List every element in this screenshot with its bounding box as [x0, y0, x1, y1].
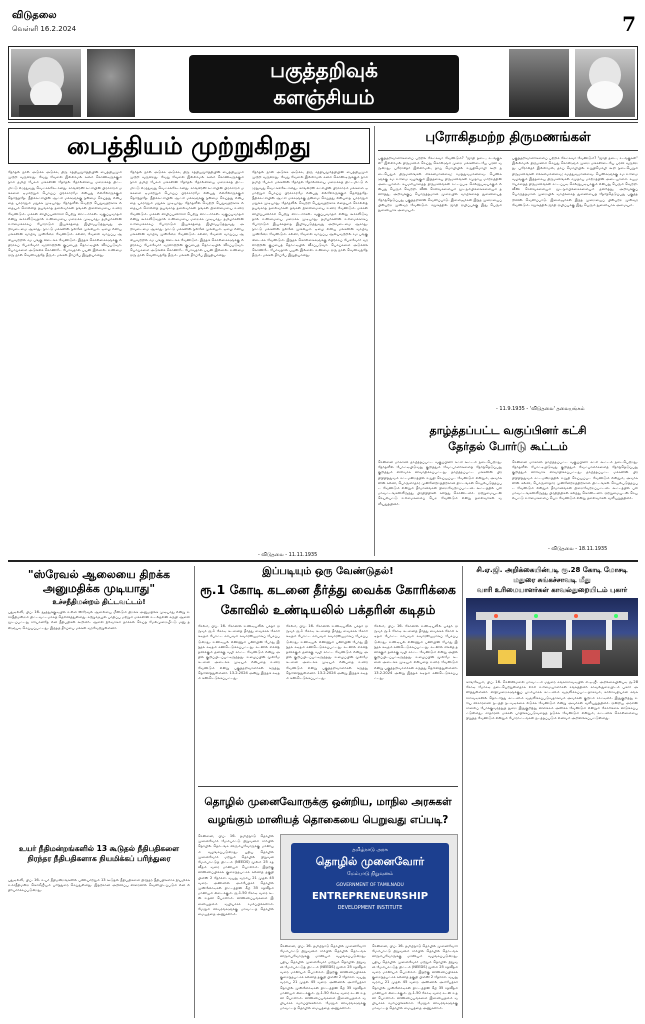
- temple-headline-2: கோவில் உண்டியலில் பக்தரின் கடிதம்: [220, 602, 436, 617]
- edi-sign-board: [291, 843, 449, 933]
- marriage-source: - 11.9.1935 - 'விடுதலை' தலையங்கம்: [496, 406, 585, 412]
- lead-body-col1: தேர்தல் நாள் அடுக்க அடுக்க, திரு சத்தியமூர்த்தியின் பைத்தியமும் முற்றி வருகிறது. வேறு வேலை இல்லாமல் கனம் கொண்டிருக்கும் நாம் தமிழ் பேசும் மக்களின் தேர்தல் தோல்வியை மறைக்கத் திட்டமிட்டு எழுதுவது வெட்கக்கேடானது. காங்கிரஸ் கட்சியின் பிரச்சாரம் மக்களை ஏமாற்றும் பொய்ப் பிரச்சாரமே என்பது எல்லோருக்கும் தெரிந்ததே. நீதிக்கட்சியின் ஆட்சி மக்களுக்கு நன்மை செய்தது என்பதை யாராலும் மறுக்க முடியாது. தேர்தலில் வெற்றி பெறுவதற்காக எதையும் சொல்லத் தயங்காத தலைவர்கள் தங்கள் நிலைமையை உணர வேண்டும். மக்கள் விழிப்புணர்ச்சி பெற்று விட்டார்கள். வகுப்புவாதம் என்று கூச்சலிடுவதால் உண்மையை மறைக்க முடியாது. தமிழர்களின் உரிமைக்காகப் போராடும் இயக்கத்தை இழிவுபடுத்துவது அறிவுடைமை ஆகாது. நாட்டு மக்களின் நலனே முக்கியம். ஏழை எளிய மக்களின் வாழ்வு முன்னேற வேண்டும். கல்வி, வேலை வாய்ப்பு ஆகியவற்றில் சம பங்கு கிடைக்க வேண்டும். இந்தக் கொள்கைகளுக்கு எதிராகப் பேசுவோர் வரலாற்றின் குப்பைத் தொட்டியில் வீசப்படுவர். பொய்களை அடுக்கிக் கொண்டே போவதால் பயன் இல்லை. உண்மை ஒரு நாள் வெளிவந்தே தீரும். மக்கள் தீர்ப்பே இறுதியானது.: [8, 170, 122, 258]
- lead-headline: பைத்தியம் முற்றுகிறது: [67, 132, 311, 160]
- temple-headline-1: ரூ.1 கோடி கடனை தீர்த்து வைக்க கோரிக்கை: [200, 582, 456, 597]
- edi-sign-photo: [280, 834, 458, 940]
- lead-article: [8, 126, 370, 556]
- temple-article: [198, 566, 458, 782]
- temple-body-col3: சேலம், பிப். 16- கோவில் உண்டியலில் பக்தர் ஒருவர் ரூ.1 கோடி கடனைத் தீர்த்து வைக்கக் கோரி கடிதம் போட்ட சம்பவம் சுவாரஸ்யமாகப் பேசப்படுகிறது. உண்டியல் எண்ணும் பணியின் போது இந்தக் கடிதம் கண்டெடுக்கப்பட்டது. கடனில் சிக்கித் தவிக்கும் தனக்கு வழி காட்ட வேண்டும் என்று அதில் குறிப்பிடப்பட்டிருந்தது. உழைப்பின் மூலமே கடனை அடைக்க முடியும் என்பதை உணர வேண்டும் என்று பகுத்தறிவாளர்கள் கருத்து தெரிவித்துள்ளனர். 13.2.2024 அன்று இந்தக் கடிதம் கண்டெடுக்கப்பட்டது.: [374, 624, 458, 681]
- judges-subhead: உயர் நீதிமன்றங்களில் 13 கூடுதல் நீதிபதிகளை நிரந்தர நீதிபதிகளாக நியமிக்கப் பரிந்துரை: [19, 844, 179, 863]
- meeting-body-col1: சென்னை மாகாண தாழ்த்தப்பட்ட வகுப்பினர் கட்சி கூட்டம் நடைபெற்றது. தேர்தலில் போட்டியிடுவது குறித்தும் வேட்பாளர்களைத் தேர்ந்தெடுப்பது குறித்தும் விரிவாக விவாதிக்கப்பட்டது. தாழ்த்தப்பட்ட மக்களின் பிரதிநிதித்துவம் சட்டமன்றத்தில் உறுதி செய்யப்பட வேண்டும் என்றும், அவர்களின் கல்வி, பொருளாதார முன்னேற்றத்திற்கான திட்டங்கள் செயல்படுத்தப்பட வேண்டும் என்றும் தீர்மானங்கள் நிறைவேற்றப்பட்டன. கூட்டத்தில் பல மாவட்டங்களிலிருந்து பிரதிநிதிகள் கலந்து கொண்டனர். ஒற்றுமையுடன் செயல்பட்டு உரிமைகளைப் பெற வேண்டும் என்று தலைவர்கள் வலியுறுத்தினர்.: [378, 460, 502, 506]
- edi-sign-en1: GOVERNMENT OF TAMILNADU: [336, 883, 404, 888]
- edi-sign-en3: DEVELOPMENT INSTITUTE: [337, 905, 403, 911]
- sterlite-article: [8, 566, 190, 1018]
- edi-sign-en2: ENTREPRENEURSHIP: [311, 891, 429, 902]
- paper-name: விடுதலை: [12, 10, 57, 21]
- meeting-article: [378, 420, 638, 556]
- marriage-body-col2: பகுத்தறிவாளர்களைப் பற்றிக் கேட்கவா வேண்டும்? "ஜாதி தடை, சடங்குகள்" இல்லாமல் திருமணம் செய்து கொள்ளும் முறை மக்களிடையே பரவி வருகிறது. புரோகிதர் இல்லாமல், தாய் மொழியில் உறுதிமொழி கூறி நடைபெறும் திருமணங்கள் சிக்கனமானவை; சமத்துவமானவை. பெண்களுக்கு சம உரிமை வழங்கும் இத்தகைய திருமணங்கள் சமுதாய மாற்றத்தின் அடையாளம். சுயமரியாதைத் திருமணங்கள் சட்டப்படி செல்லுபடியாகும் என்பது பெரும் வெற்றி. வீண் செலவுகளையும் மூடநம்பிக்கைகளையும் தவிர்த்து, அறிவுக்குப் பொருத்தமான முறையில் வாழ்க்கைத் துணையைத் தேர்ந்தெடுப்பது பகுத்தறிவின் வெளிப்பாடு. இளைஞர்கள் இந்த முறையைப் பின்பற்ற முன்வர வேண்டும். சமூகத்தில் ஜாதி ஒழிப்புக்கு இது பெரும் துணையாக அமையும்.: [512, 156, 638, 207]
- section-banner: [8, 46, 638, 120]
- scam-article: [466, 566, 638, 1018]
- banner-title-box: [189, 55, 459, 113]
- thinker-statue: [87, 49, 135, 117]
- temple-kicker: இப்படியும் ஒரு வேண்டுதல்!: [262, 566, 394, 577]
- edi-sign-title: தொழில் முனைவோர்: [315, 855, 425, 868]
- marriage-body-col1: பகுத்தறிவாளர்களைப் பற்றிக் கேட்கவா வேண்டும்? "ஜாதி தடை, சடங்குகள்" இல்லாமல் திருமணம் செய்து கொள்ளும் முறை மக்களிடையே பரவி வருகிறது. புரோகிதர் இல்லாமல், தாய் மொழியில் உறுதிமொழி கூறி நடைபெறும் திருமணங்கள் சிக்கனமானவை; சமத்துவமானவை. பெண்களுக்கு சம உரிமை வழங்கும் இத்தகைய திருமணங்கள் சமுதாய மாற்றத்தின் அடையாளம். சுயமரியாதைத் திருமணங்கள் சட்டப்படி செல்லுபடியாகும் என்பது பெரும் வெற்றி. வீண் செலவுகளையும் மூடநம்பிக்கைகளையும் தவிர்த்து, அறிவுக்குப் பொருத்தமான முறையில் வாழ்க்கைத் துணையைத் தேர்ந்தெடுப்பது பகுத்தறிவின் வெளிப்பாடு. இளைஞர்கள் இந்த முறையைப் பின்பற்ற முன்வர வேண்டும். சமூகத்தில் ஜாதி ஒழிப்புக்கு இது பெரும் துணையாக அமையும்.: [378, 156, 502, 213]
- meeting-headline-2: தேர்தல் போர்டு கூட்டம்: [448, 440, 568, 453]
- scam-headline-2: மதுரை சுங்கச்சாவடி மீது: [513, 576, 591, 584]
- marriage-headline: புரோகிதமற்ற திருமணங்கள்: [425, 130, 591, 145]
- toll-booth-photo: [466, 598, 638, 676]
- toll-booth-icon: [466, 598, 638, 676]
- portrait-left: [11, 49, 81, 117]
- entrepreneur-body-col3: சென்னை, பிப். 16- தமிழ்நாடு தொழில் முனைவோர் மேம்பாட்டு நிறுவனம் சார்பில் தொழில் தொடங்க விரும்புவோருக்கு மானியம் வழங்கப்படுகிறது. புதிய தொழில் முனைவோர் மற்றும் தொழில் நிறுவன மேம்பாட்டுத் திட்டம் (NEEDS) மூலம் 25 சதவீதம் வரை மானியம் பெறலாம். இதற்கு விண்ணப்பிக்கக் குறைந்தபட்சக் கல்வித் தகுதி பிளஸ் 2 தேர்ச்சி. வயது வரம்பு 21 முதல் 45 வரை. அண்ணல் அம்பேத்கர் தொழில் முன்னோடிகள் திட்டத்தின் கீழ் 35 சதவீதம் மானியம் கிடைக்கும். ரூ.1.50 கோடி வரை கடன் உதவி பெறலாம். விண்ணப்பங்களை இணையதளம் வழியாகச் சமர்ப்பிக்கலாம். மேலும் விவரங்களுக்கு மாவட்டத் தொழில் மையத்தை அணுகலாம்.: [372, 944, 458, 1011]
- page-number: 7: [622, 12, 636, 36]
- entrepreneur-body-col1: சென்னை, பிப். 16- தமிழ்நாடு தொழில் முனைவோர் மேம்பாட்டு நிறுவனம் சார்பில் தொழில் தொடங்க விரும்புவோருக்கு மானியம் வழங்கப்படுகிறது. புதிய தொழில் முனைவோர் மற்றும் தொழில் நிறுவன மேம்பாட்டுத் திட்டம் (NEEDS) மூலம் 25 சதவீதம் வரை மானியம் பெறலாம். இதற்கு விண்ணப்பிக்கக் குறைந்தபட்சக் கல்வித் தகுதி பிளஸ் 2 தேர்ச்சி. வயது வரம்பு 21 முதல் 45 வரை. அண்ணல் அம்பேத்கர் தொழில் முன்னோடிகள் திட்டத்தின் கீழ் 35 சதவீதம் மானியம் கிடைக்கும். ரூ.1.50 கோடி வரை கடன் உதவி பெறலாம். விண்ணப்பங்களை இணையதளம் வழியாகச் சமர்ப்பிக்கலாம். மேலும் விவரங்களுக்கு மாவட்டத் தொழில் மையத்தை அணுகலாம்.: [198, 834, 274, 917]
- temple-body-col2: சேலம், பிப். 16- கோவில் உண்டியலில் பக்தர் ஒருவர் ரூ.1 கோடி கடனைத் தீர்த்து வைக்கக் கோரி கடிதம் போட்ட சம்பவம் சுவாரஸ்யமாகப் பேசப்படுகிறது. உண்டியல் எண்ணும் பணியின் போது இந்தக் கடிதம் கண்டெடுக்கப்பட்டது. கடனில் சிக்கித் தவிக்கும் தனக்கு வழி காட்ட வேண்டும் என்று அதில் குறிப்பிடப்பட்டிருந்தது. உழைப்பின் மூலமே கடனை அடைக்க முடியும் என்பதை உணர வேண்டும் என்று பகுத்தறிவாளர்கள் கருத்து தெரிவித்துள்ளனர். 13.2.2024 அன்று இந்தக் கடிதம் கண்டெடுக்கப்பட்டது.: [286, 624, 368, 681]
- lead-source: - விடுதலை - 11.11.1935: [258, 552, 318, 558]
- entrepreneur-body-col2: சென்னை, பிப். 16- தமிழ்நாடு தொழில் முனைவோர் மேம்பாட்டு நிறுவனம் சார்பில் தொழில் தொடங்க விரும்புவோருக்கு மானியம் வழங்கப்படுகிறது. புதிய தொழில் முனைவோர் மற்றும் தொழில் நிறுவன மேம்பாட்டுத் திட்டம் (NEEDS) மூலம் 25 சதவீதம் வரை மானியம் பெறலாம். இதற்கு விண்ணப்பிக்கக் குறைந்தபட்சக் கல்வித் தகுதி பிளஸ் 2 தேர்ச்சி. வயது வரம்பு 21 முதல் 45 வரை. அண்ணல் அம்பேத்கர் தொழில் முன்னோடிகள் திட்டத்தின் கீழ் 35 சதவீதம் மானியம் கிடைக்கும். ரூ.1.50 கோடி வரை கடன் உதவி பெறலாம். விண்ணப்பங்களை இணையதளம் வழியாகச் சமர்ப்பிக்கலாம். மேலும் விவரங்களுக்கு மாவட்டத் தொழில் மையத்தை அணுகலாம்.: [280, 944, 366, 1011]
- photo-right-1: [509, 49, 569, 117]
- lead-body-col3: தேர்தல் நாள் அடுக்க அடுக்க, திரு சத்தியமூர்த்தியின் பைத்தியமும் முற்றி வருகிறது. வேறு வேலை இல்லாமல் கனம் கொண்டிருக்கும் நாம் தமிழ் பேசும் மக்களின் தேர்தல் தோல்வியை மறைக்கத் திட்டமிட்டு எழுதுவது வெட்கக்கேடானது. காங்கிரஸ் கட்சியின் பிரச்சாரம் மக்களை ஏமாற்றும் பொய்ப் பிரச்சாரமே என்பது எல்லோருக்கும் தெரிந்ததே. நீதிக்கட்சியின் ஆட்சி மக்களுக்கு நன்மை செய்தது என்பதை யாராலும் மறுக்க முடியாது. தேர்தலில் வெற்றி பெறுவதற்காக எதையும் சொல்லத் தயங்காத தலைவர்கள் தங்கள் நிலைமையை உணர வேண்டும். மக்கள் விழிப்புணர்ச்சி பெற்று விட்டார்கள். வகுப்புவாதம் என்று கூச்சலிடுவதால் உண்மையை மறைக்க முடியாது. தமிழர்களின் உரிமைக்காகப் போராடும் இயக்கத்தை இழிவுபடுத்துவது அறிவுடைமை ஆகாது. நாட்டு மக்களின் நலனே முக்கியம். ஏழை எளிய மக்களின் வாழ்வு முன்னேற வேண்டும். கல்வி, வேலை வாய்ப்பு ஆகியவற்றில் சம பங்கு கிடைக்க வேண்டும். இந்தக் கொள்கைகளுக்கு எதிராகப் பேசுவோர் வரலாற்றின் குப்பைத் தொட்டியில் வீசப்படுவர். பொய்களை அடுக்கிக் கொண்டே போவதால் பயன் இல்லை. உண்மை ஒரு நாள் வெளிவந்தே தீரும். மக்கள் தீர்ப்பே இறுதியானது.: [252, 170, 368, 258]
- portrait-right: [575, 49, 635, 117]
- masthead: [8, 8, 638, 36]
- issue-date: வெள்ளி 16.2.2024: [12, 25, 77, 33]
- sterlite-body: புதுடில்லி, பிப். 16- தூத்துக்குடியில் உள்ள ஸ்ரேவல் ஆலையை மீண்டும் திறக்க அனுமதிக்க முடியாது என்று உச்சநீதிமன்றம் திட்டவட்டமாகத் தெரிவித்துள்ளது. சுற்றுச்சூழல் பாதிப்பு மற்றும் மக்களின் உடல்நலன் கருதி ஆலை மூடப்பட்டது சரியானதே என நீதிபதிகள் கூறினர். ஆலை நிர்வாகம் தாக்கல் செய்த மேல்முறையீட்டு மனு தள்ளுபடி செய்யப்பட்டது. இந்தத் தீர்ப்பை மக்கள் வரவேற்றுள்ளனர்.: [8, 610, 190, 630]
- entrepreneur-article: [198, 786, 458, 1018]
- temple-body-col1: சேலம், பிப். 16- கோவில் உண்டியலில் பக்தர் ஒருவர் ரூ.1 கோடி கடனைத் தீர்த்து வைக்கக் கோரி கடிதம் போட்ட சம்பவம் சுவாரஸ்யமாகப் பேசப்படுகிறது. உண்டியல் எண்ணும் பணியின் போது இந்தக் கடிதம் கண்டெடுக்கப்பட்டது. கடனில் சிக்கித் தவிக்கும் தனக்கு வழி காட்ட வேண்டும் என்று அதில் குறிப்பிடப்பட்டிருந்தது. உழைப்பின் மூலமே கடனை அடைக்க முடியும் என்பதை உணர வேண்டும் என்று பகுத்தறிவாளர்கள் கருத்து தெரிவித்துள்ளனர். 13.2.2024 அன்று இந்தக் கடிதம் கண்டெடுக்கப்பட்டது.: [198, 624, 280, 681]
- scam-headline-3: வாரி உரிமையாளர்கள் காவல்துறையிடம் புகார்: [476, 586, 628, 594]
- lead-body-col2: தேர்தல் நாள் அடுக்க அடுக்க, திரு சத்தியமூர்த்தியின் பைத்தியமும் முற்றி வருகிறது. வேறு வேலை இல்லாமல் கனம் கொண்டிருக்கும் நாம் தமிழ் பேசும் மக்களின் தேர்தல் தோல்வியை மறைக்கத் திட்டமிட்டு எழுதுவது வெட்கக்கேடானது. காங்கிரஸ் கட்சியின் பிரச்சாரம் மக்களை ஏமாற்றும் பொய்ப் பிரச்சாரமே என்பது எல்லோருக்கும் தெரிந்ததே. நீதிக்கட்சியின் ஆட்சி மக்களுக்கு நன்மை செய்தது என்பதை யாராலும் மறுக்க முடியாது. தேர்தலில் வெற்றி பெறுவதற்காக எதையும் சொல்லத் தயங்காத தலைவர்கள் தங்கள் நிலைமையை உணர வேண்டும். மக்கள் விழிப்புணர்ச்சி பெற்று விட்டார்கள். வகுப்புவாதம் என்று கூச்சலிடுவதால் உண்மையை மறைக்க முடியாது. தமிழர்களின் உரிமைக்காகப் போராடும் இயக்கத்தை இழிவுபடுத்துவது அறிவுடைமை ஆகாது. நாட்டு மக்களின் நலனே முக்கியம். ஏழை எளிய மக்களின் வாழ்வு முன்னேற வேண்டும். கல்வி, வேலை வாய்ப்பு ஆகியவற்றில் சம பங்கு கிடைக்க வேண்டும். இந்தக் கொள்கைகளுக்கு எதிராகப் பேசுவோர் வரலாற்றின் குப்பைத் தொட்டியில் வீசப்படுவர். பொய்களை அடுக்கிக் கொண்டே போவதால் பயன் இல்லை. உண்மை ஒரு நாள் வெளிவந்தே தீரும். மக்கள் தீர்ப்பே இறுதியானது.: [130, 170, 244, 258]
- meeting-body-col2: சென்னை மாகாண தாழ்த்தப்பட்ட வகுப்பினர் கட்சி கூட்டம் நடைபெற்றது. தேர்தலில் போட்டியிடுவது குறித்தும் வேட்பாளர்களைத் தேர்ந்தெடுப்பது குறித்தும் விரிவாக விவாதிக்கப்பட்டது. தாழ்த்தப்பட்ட மக்களின் பிரதிநிதித்துவம் சட்டமன்றத்தில் உறுதி செய்யப்பட வேண்டும் என்றும், அவர்களின் கல்வி, பொருளாதார முன்னேற்றத்திற்கான திட்டங்கள் செயல்படுத்தப்பட வேண்டும் என்றும் தீர்மானங்கள் நிறைவேற்றப்பட்டன. கூட்டத்தில் பல மாவட்டங்களிலிருந்து பிரதிநிதிகள் கலந்து கொண்டனர். ஒற்றுமையுடன் செயல்பட்டு உரிமைகளைப் பெற வேண்டும் என்று தலைவர்கள் வலியுறுத்தினர்.: [512, 460, 638, 501]
- edi-sign-top: தமிழ்நாடு அரசு: [352, 847, 388, 853]
- sterlite-subhead: உச்சநீதிமன்றம் திட்டவட்டம்!: [52, 598, 146, 606]
- meeting-source: - விடுதலை - 18.11.1935: [548, 546, 608, 552]
- portrait-right-icon: [575, 49, 635, 117]
- judges-body: புதுடில்லி, பிப். 16- உயர் நீதிமன்றங்களில் பணியாற்றும் 13 கூடுதல் நீதிபதிகளை நிரந்தர நீதிபதிகளாக நியமிக்க உச்சநீதிமன்ற கொலீஜியம் பரிந்துரை செய்துள்ளது. இதற்கான அறிவிப்பு விரைவில் வெளியிடப்படும் என எதிர்பார்க்கப்படுகிறது.: [8, 878, 190, 893]
- lead-headline-box: [8, 128, 370, 164]
- portrait-left-icon: [11, 49, 81, 117]
- scam-headline-1: சி.ஏ.ஜி. அறிக்கையின்படி ரூ.28 கோடி மோசடி: [476, 566, 628, 574]
- entrepreneur-headline-1: தொழில் முனைவோருக்கு ஒன்றிய, மாநில அரசுகள்: [204, 796, 452, 808]
- meeting-headline-1: தாழ்த்தப்பட்ட வகுப்பினர் கட்சி: [429, 424, 587, 437]
- edi-sign-sub: மேம்பாடு நிறுவனம்: [347, 871, 393, 877]
- banner-line-2: களஞ்சியம்: [273, 85, 375, 109]
- banner-line-1: பகுத்தறிவுக்: [270, 58, 378, 82]
- marriage-article: [378, 126, 638, 416]
- entrepreneur-headline-2: வழங்கும் மானியத் தொகையை பெறுவது எப்படி?: [207, 814, 449, 826]
- scam-body: காங்கேயம், பிப். 16- சென்னிமலை மாவட்டம் மதுரை சுங்கச்சாவடியில் சி.ஏ.ஜி. அறிக்கையின்படி ரூ.28 கோடி மோசடி நடைபெற்றுள்ளதாக லாரி உரிமையாளர்கள் சங்கத்தினர் காவல்துறையிடம் புகார் அளித்துள்ளனர். விதிமுறைகளுக்குப் புறம்பாகக் கட்டணம் வசூலிக்கப்பட்டதாகவும், காலாவதியான சுங்கச்சாவடிகளில் தொடர்ந்து கட்டணம் வசூலிக்கப்படுவதாகவும் அவர்கள் குற்றம் சாட்டினர். இதுகுறித்து உரிய விசாரணை நடத்தி நடவடிக்கை எடுக்க வேண்டும் என்று அவர்கள் வலியுறுத்தினர். ஒன்றிய அரசின் சாலைப் போக்குவரத்துத் துறை இதுகுறித்து விளக்கம் அளிக்க வேண்டும் என்றும் கோரிக்கை விடுக்கப்பட்டுள்ளது. சாதாரண மக்கள் பாதிக்கப்படுவதைத் தடுக்க வேண்டும் என்றும், கட்டணக் கொள்ளையை நிறுத்த வேண்டும் என்றும் போராட்டங்கள் நடத்தப்படும் எனவும் அறிவிக்கப்பட்டுள்ளது.: [466, 680, 638, 721]
- sterlite-headline: "ஸ்ரேவல் ஆலையை திறக்க அனுமதிக்க முடியாது": [27, 568, 171, 595]
